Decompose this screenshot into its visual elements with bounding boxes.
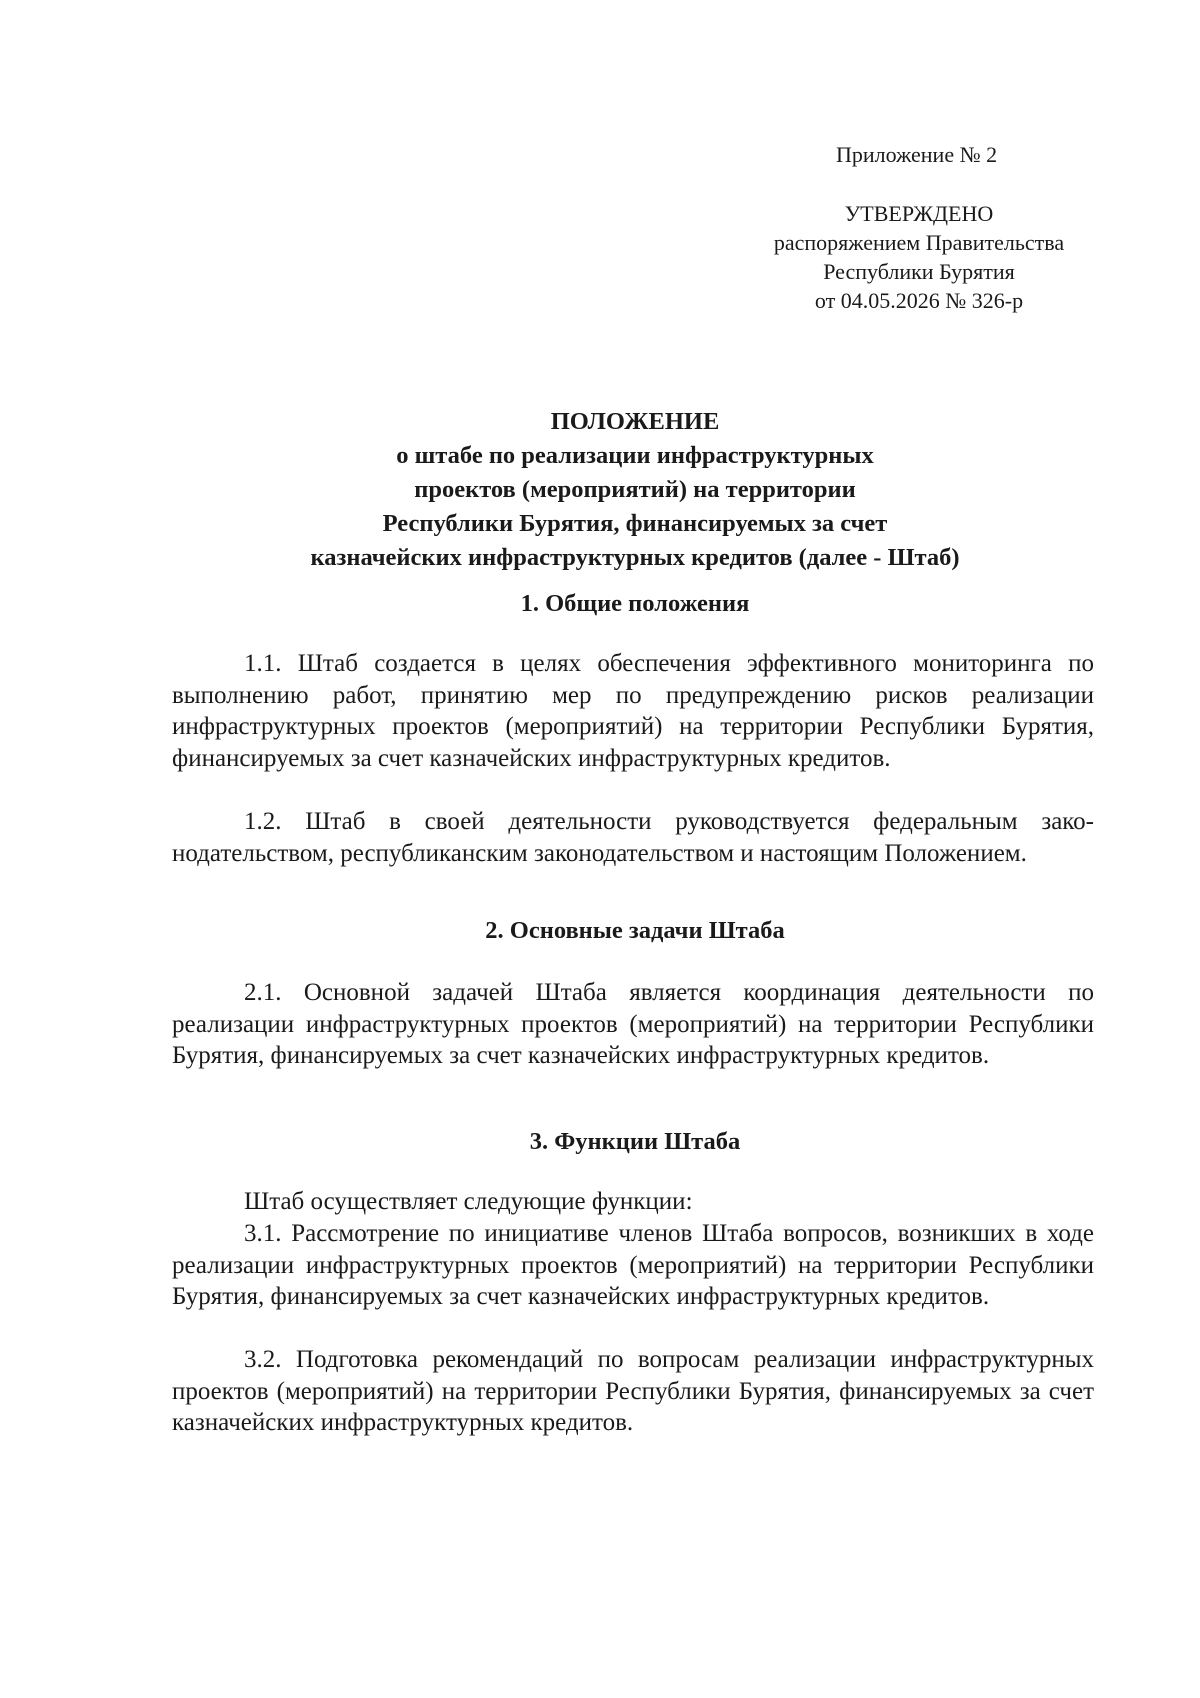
title-line: ПОЛОЖЕНИЕ: [550, 408, 720, 435]
section-heading-general: 1. Общие положения: [520, 590, 750, 617]
paragraph-3-intro: Штаб осуществляет следующие функции:: [244, 1188, 693, 1215]
section-heading-functions: 3. Функции Штаба: [529, 1128, 741, 1155]
paragraph-1-2: 1.2. Штаб в своей деятельности руководствуется федеральным законодательством, республиканским законодательством и настоящим Положением.: [172, 808, 1094, 867]
paragraph-3-1: 3.1. Рассмотрение по инициативе членов Штаба вопросов, возникших в ходе реализации инфраструктурных проектов (мероприятий) на территории Республики Бурятия, финансируемых за счет казначейских инфраструктурных кредитов.: [172, 1220, 1094, 1310]
title-line: о штабе по реализации инфраструктурных: [396, 442, 874, 469]
approval-label: УТВЕРЖДЕНО: [844, 201, 994, 226]
paragraph-2-1: 2.1. Основной задачей Штаба является координация деятельности по реализации инфраструктурных проектов (мероприятий) на территории Республики Бурятия, финансируемых за счет казначейских инфраструктурных кредитов.: [172, 979, 1094, 1069]
title-line: проектов (мероприятий) на территории: [414, 476, 856, 503]
paragraph-1-1: 1.1. Штаб создается в целях обеспечения эффективного мониторинга по выполнению работ, принятию мер по предупреждению рисков реализации инфраструктурных проектов (мероприятий) на территории Республики Бурятия, финансируемых за счет казначейских инфраструктурных кредитов.: [172, 650, 1094, 772]
section-heading-tasks: 2. Основные задачи Штаба: [485, 917, 785, 944]
title-line: казначейских инфраструктурных кредитов (далее - Штаб): [310, 544, 960, 571]
approval-stamp: [736, 199, 1102, 315]
paragraph-3-2: 3.2. Подготовка рекомендаций по вопросам реализации инфраструктурных проектов (мероприятий) на территории Республики Бурятия, финансируемых за счет казначейских инфраструктурных кредитов.: [172, 1346, 1094, 1436]
approval-line: распоряжением Правительства: [773, 230, 1065, 255]
document-title: [200, 405, 1070, 575]
approval-date: от 04.05.2026 № 326-р: [814, 288, 1024, 313]
approval-line: Республики Бурятия: [823, 259, 1015, 284]
title-line: Республики Бурятия, финансируемых за счет: [382, 510, 888, 537]
annex-number: Приложение № 2: [836, 142, 998, 167]
